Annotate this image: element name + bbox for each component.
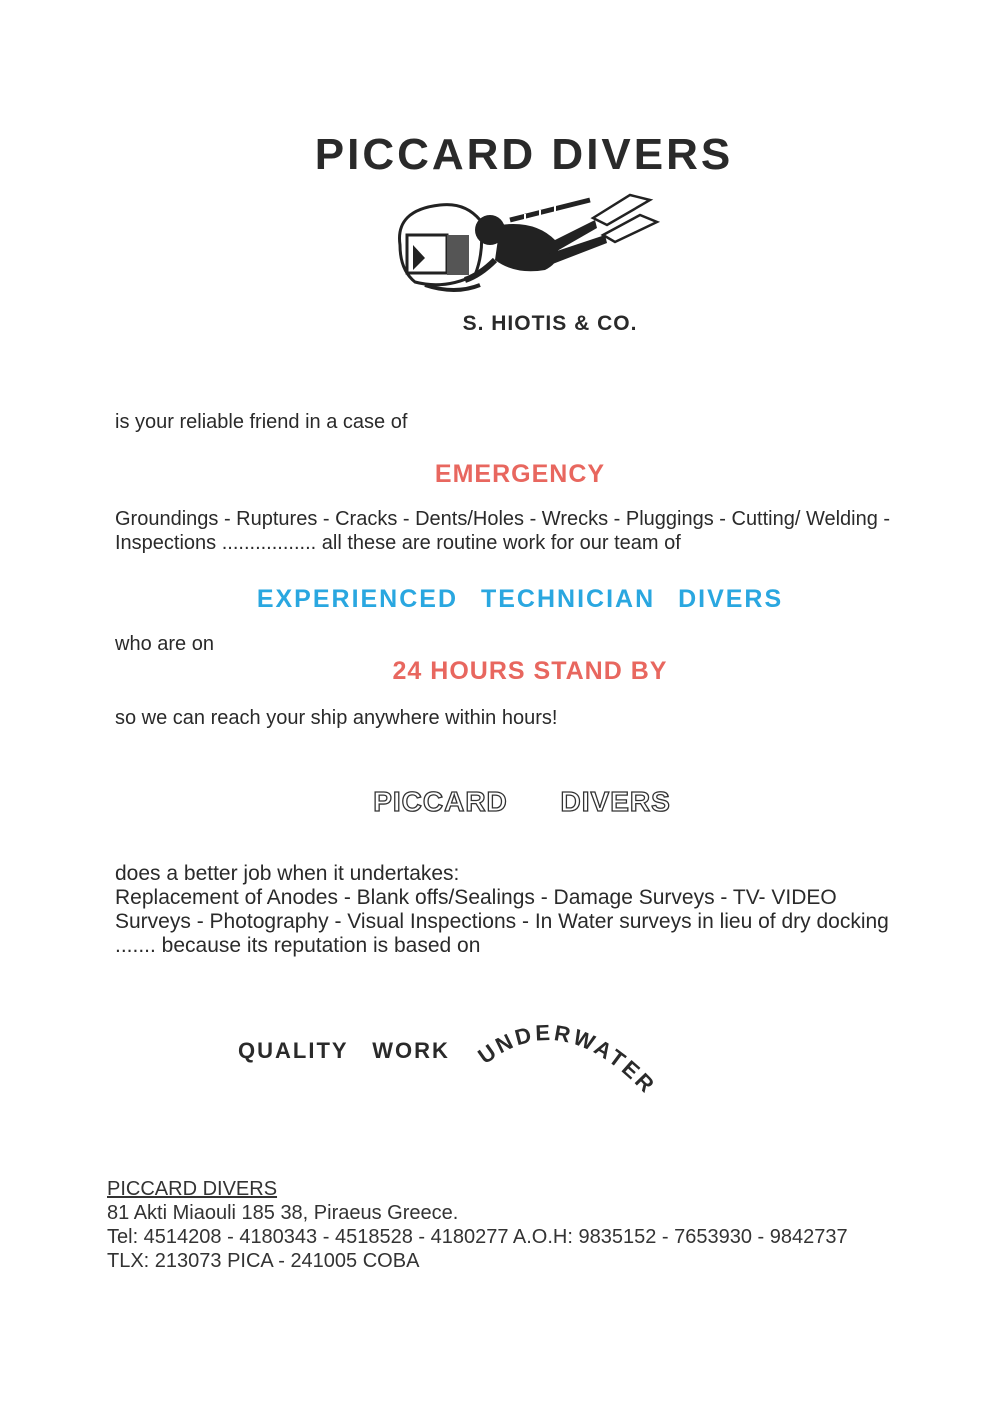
services-paragraph — [115, 862, 915, 958]
services-text: Replacement of Anodes - Blank offs/Sealings - Damage Surveys - TV- VIDEO Surveys - Photography - Visual Inspections - In Water surveys in lieu of dry docking ....... because its reputation is based on — [115, 886, 889, 957]
standby-heading: 24 HOURS STAND BY — [392, 657, 668, 685]
brand-title: PICCARD DIVERS — [314, 130, 734, 179]
footer-telex: TLX: 213073 PICA - 241005 COBA — [107, 1250, 420, 1272]
company-name: S. HIOTIS & CO. — [462, 312, 638, 335]
footer-contact — [107, 1177, 848, 1273]
svg-text:UNDERWATER — [473, 1020, 661, 1099]
brand-outline-title: PICCARD DIVERS — [373, 786, 671, 817]
experienced-heading: EXPERIENCED TECHNICIAN DIVERS — [256, 585, 784, 613]
better-job-text: does a better job when it undertakes: — [115, 862, 460, 885]
emergency-heading: EMERGENCY — [434, 460, 606, 488]
footer-telephone: Tel: 4514208 - 4180343 - 4518528 - 4180277 A.O.H: 9835152 - 7653930 - 9842737 — [107, 1226, 848, 1248]
footer-company-name: PICCARD DIVERS — [107, 1178, 278, 1200]
reach-text: so we can reach your ship anywhere within hours! — [115, 707, 558, 729]
quality-work-text: QUALITY WORK — [238, 1038, 450, 1063]
work-list-text: Groundings - Ruptures - Cracks - Dents/Holes - Wrecks - Pluggings - Cutting/ Welding - Inspections ................. all these are routine work for our team of — [115, 508, 891, 554]
intro-text: is your reliable friend in a case of — [115, 411, 408, 433]
who-on-text: who are on — [115, 633, 214, 655]
underwater-arc-text — [470, 1010, 690, 1120]
footer-address: 81 Akti Miaouli 185 38, Piraeus Greece. — [107, 1202, 459, 1224]
underwater-label: UNDERWATER — [473, 1019, 662, 1100]
diver-with-sled-icon — [385, 190, 665, 300]
